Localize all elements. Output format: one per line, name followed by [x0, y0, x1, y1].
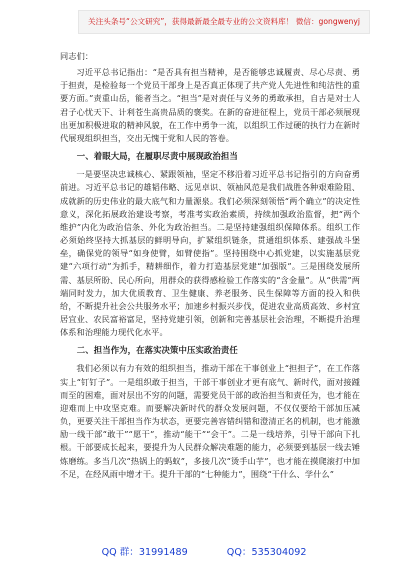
footer-qq: QQ：535304092 [226, 547, 307, 558]
section-heading-1: 一、着眼大局，在履职尽责中展现政治担当 [76, 151, 238, 162]
paragraph-intro: 习近平总书记指出：“是否具有担当精神，是否能够忠诚履责、尽心尽责、勇于担责，是检验每一个党员干部身上是否真正体现了共产党人先进性和纯洁性的重要方面。”责重山岳，能者当之。“担当”是对责任与义务的勇敢承担，自古是对士人君子心忧天下、计利苍生高贵品质的褒奖。在新的奋进征程上，党员干部必须展现出更加积极进取的精神风貌，在工作中勇争一流，以组织工作过硬的执行力在新时代展现组织担当，交出无愧于党和人民的答卷。 [60, 67, 360, 143]
footer-contact [0, 544, 408, 558]
document-body [60, 50, 360, 481]
footer-qq-group: QQ 群：31991489 [101, 547, 188, 558]
paragraph-section-1: 一是要坚决忠诚核心、紧跟领袖，坚定不移沿着习近平总书记指引的方向奋勇前进。习近平总书记的雄韬伟略、远见卓识、领袖风范是我们战胜各种艰难险阻、成就新的历史伟业的最大底气和力量源泉。我们必须深刻领悟“两个确立”的决定性意义，深化拓展政治建设考察，考准考实政治素质，持续加强政治监督，把“两个维护”内化为政治信条、外化为政治担当。二是坚持建强组织保障体系。组织工作必须始终坚持大抓基层的鲜明导向，扩紧组织链条，贯通组织体系、建强战斗堡垒，确保党的领导“如身使臂，如臂使指”。坚持围绕中心抓党建，以实施基层党建“六项行动”为抓手，精耕细作，着力打造基层党建“加强版”。三是围绕发展所需、基层所盼、民心所向，用群众的获得感检验工作落实的“含金量”。从“供需”两端同时发力，加大优质教育、卫生健康、养老服务、民生保障等方面的投入和供给，不断提升社会公共服务水平；加速乡村振兴步伐，促进农业高质高效、乡村宜居宜业、农民富裕富足，坚持党建引领，创新和完善基层社会治理，不断提升治理体系和治理能力现代化水平。 [60, 169, 360, 338]
paragraph-section-2: 我们必须以有力有效的组织担当，推动干部在干事创业上“担担子”，在工作落实上“钉钉子”。一是组织敢于担当，干部干事创业才更有底气、新时代，面对接踵而至的困难，面对层出不穷的问题，需要党员干部的政治担当和责任为，也才能在迎难而上中攻坚克难。而要解决新时代的群众发展问题，不仅仅要给干部加压减负，更要关注干部担当作为状态，更要完善容错纠错和澄清正名的机制，也才能激励一线干部“敢干”“愿干”，推动“能干”“会干”。二是一线培养，引导干部向下扎根。干部要成长起来，要提升为人民群众解决难题的能力，必须要到基层一线去锤炼磨练。多当几次“热锅上的蚂蚁”，多接几次“烫手山芋”，也才能在摸爬滚打中加不足，在经风雨中增才干。提升干部的“七种能力”，围绕“干什么、学什么” [60, 363, 360, 479]
top-banner: 关注头条号“公文研究”，获得最新最全最专业的公文资料库！ 微信：gongwenyj [78, 10, 370, 34]
salutation: 同志们： [60, 51, 94, 61]
section-heading-2: 二、担当作为，在落实决策中压实政治责任 [76, 345, 238, 356]
